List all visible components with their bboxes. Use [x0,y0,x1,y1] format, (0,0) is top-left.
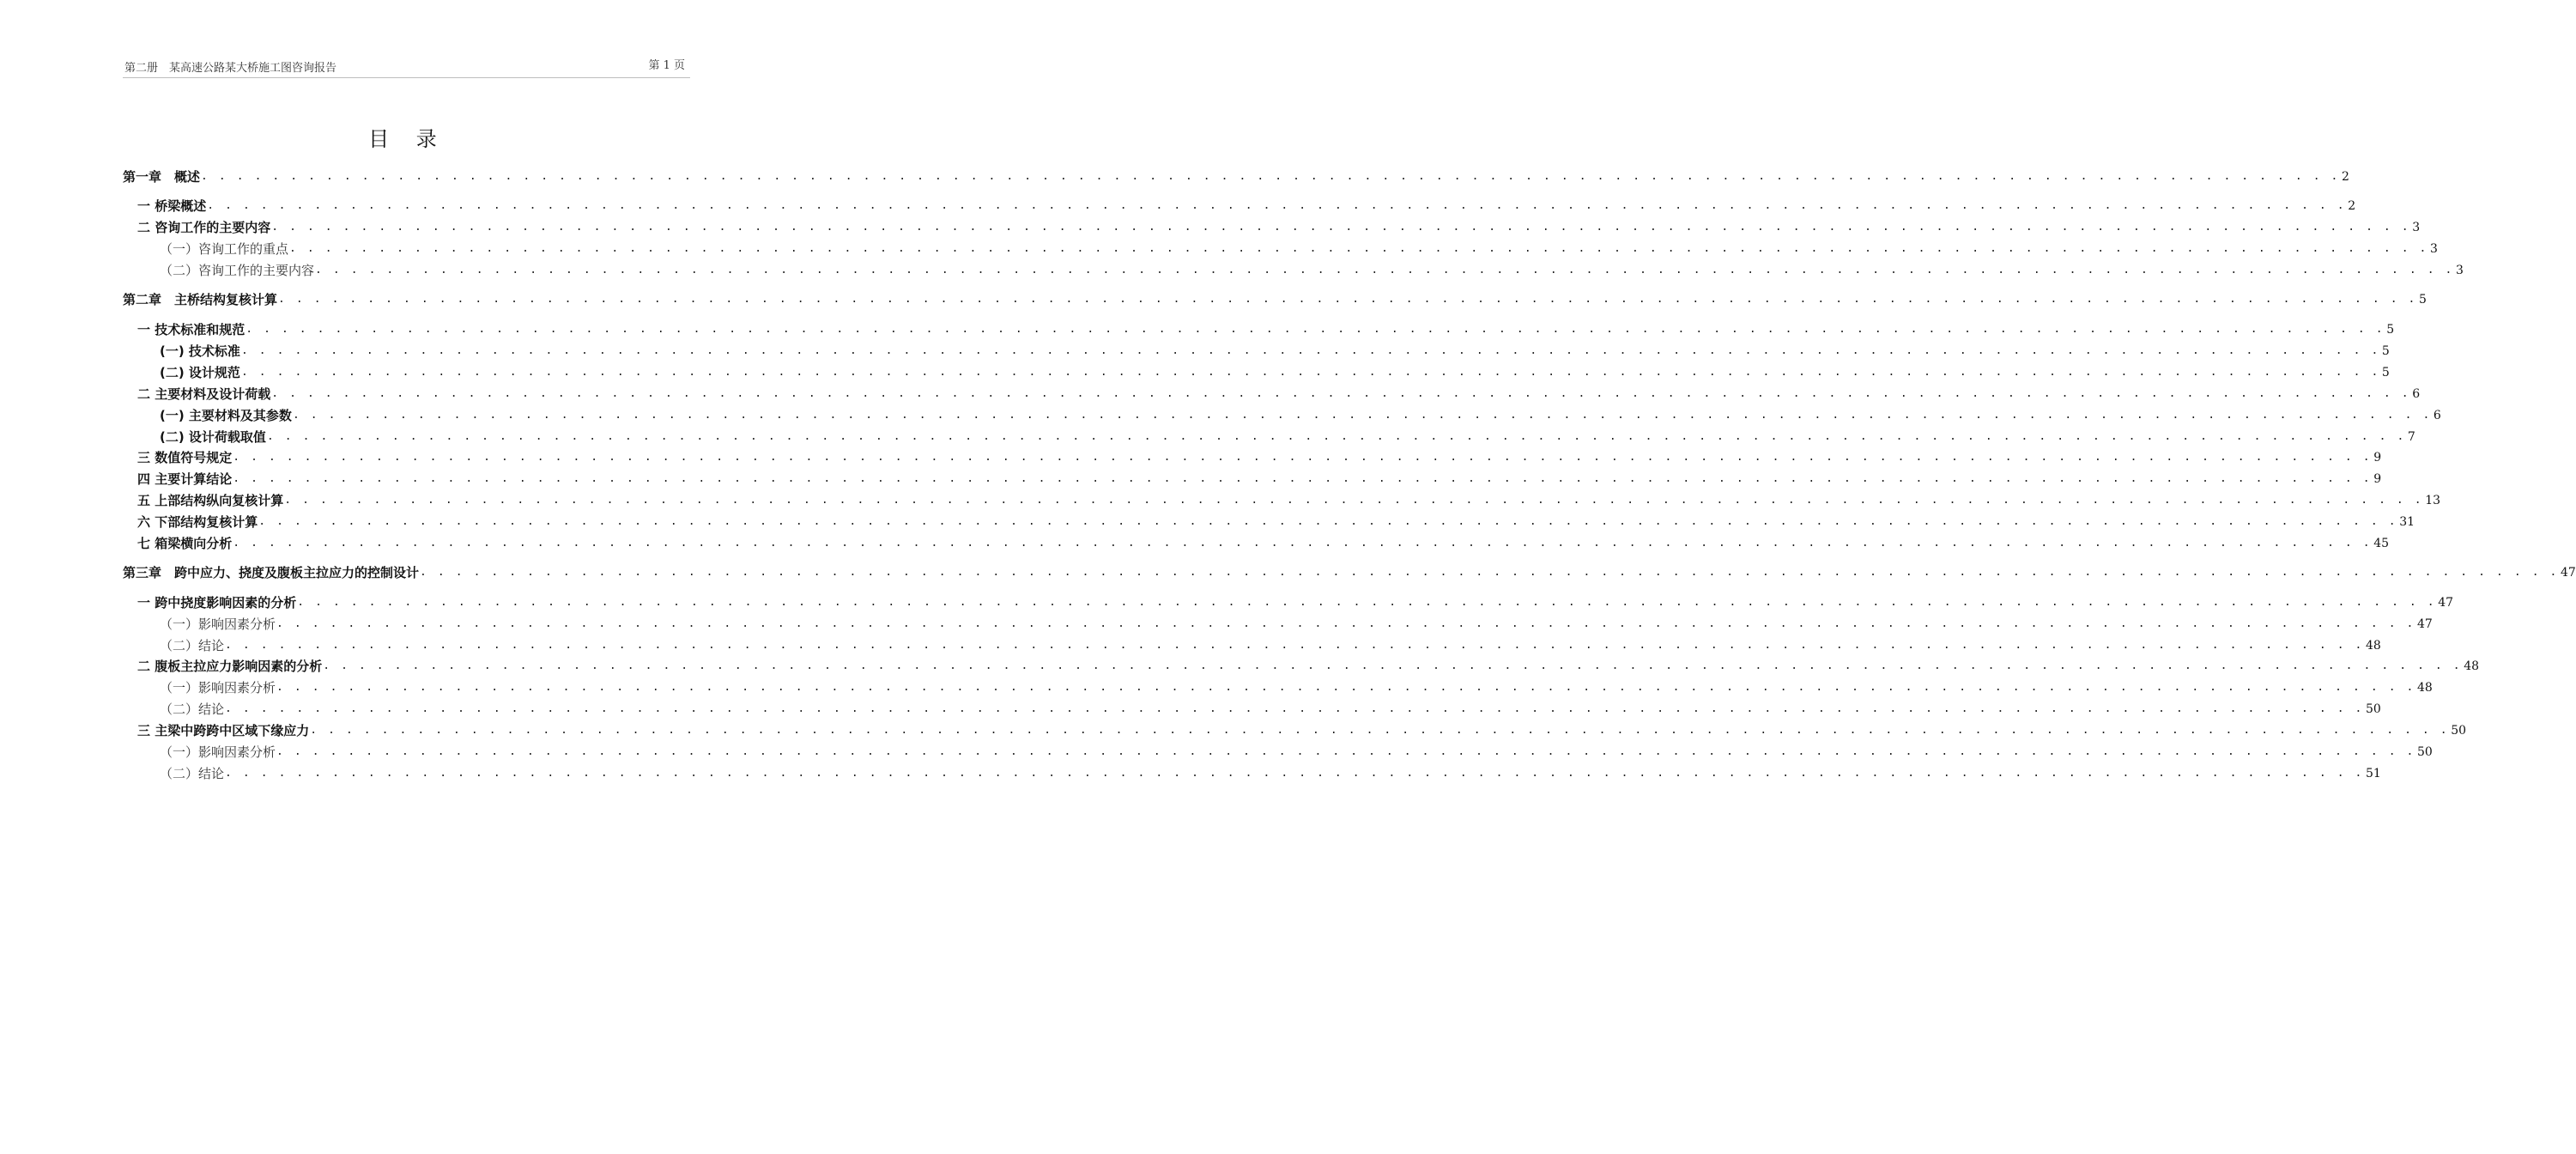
toc-entry-label: （二）咨询工作的主要内容 [160,263,315,278]
toc-entry-label: 五 上部结构纵向复核计算 [137,493,284,508]
toc-entry-page-number: 47 [2417,617,2433,631]
header-document-title: 第二册 某高速公路某大桥施工图咨询报告 [124,62,337,75]
toc-entry-label: （一）影响因素分析 [160,744,276,760]
toc-entry[interactable] [160,261,2464,280]
toc-dot-leader: . . . . . . . . . . . . . . . . . . . . . . . . . . . . . . . . . . . . . . . . . . . . . . . . . . . . . . . . . . . . . . . . . . . . . . . . . . . . . . . . . . . . . . . . . . . . . . . . . . . . . . . . . . . . . . . . . . . . . . . . [271,221,2411,234]
toc-entry-label: （二）结论 [160,702,225,717]
toc-dot-leader: . . . . . . . . . . . . . . . . . . . . . . . . . . . . . . . . . . . . . . . . . . . . . . . . . . . . . . . . . . . . . . . . . . . . . . . . . . . . . . . . . . . . . . . . . . . . . . . . . . . . . . . . . . . . . . . . . . . . . . . . [240,366,2380,379]
toc-dot-leader: . . . . . . . . . . . . . . . . . . . . . . . . . . . . . . . . . . . . . . . . . . . . . . . . . . . . . . . . . . . . . . . . . . . . . . . . . . . . . . . . . . . . . . . . . . . . . . . . . . . . . . . . . . . . . . . . . . . . . . . . [276,681,2415,694]
toc-entry[interactable] [160,764,2381,783]
toc-dot-leader: . . . . . . . . . . . . . . . . . . . . . . . . . . . . . . . . . . . . . . . . . . . . . . . . . . . . . . . . . . . . . . . . . . . . . . . . . . . . . . . . . . . . . . . . . . . . . . . . . . . . . . . . . . . . . . . . . . . . . . . . [258,515,2398,528]
toc-entry-page-number: 13 [2425,494,2441,507]
toc-entry-label: （一）影响因素分析 [160,680,276,695]
toc-entry-page-number: 2 [2342,170,2349,184]
toc-dot-leader: . . . . . . . . . . . . . . . . . . . . . . . . . . . . . . . . . . . . . . . . . . . . . . . . . . . . . . . . . . . . . . . . . . . . . . . . . . . . . . . . . . . . . . . . . . . . . . . . . . . . . . . . . . . . . . . . . . . . . . . . [233,537,2373,550]
toc-entry-page-number: 50 [2366,702,2381,716]
toc-dot-leader: . . . . . . . . . . . . . . . . . . . . . . . . . . . . . . . . . . . . . . . . . . . . . . . . . . . . . . . . . . . . . . . . . . . . . . . . . . . . . . . . . . . . . . . . . . . . . . . . . . . . . . . . . . . . . . . . . . . . . . . . [310,724,2450,737]
toc-title: 目 录 [368,127,447,151]
toc-entry-label: （一）咨询工作的重点 [160,241,289,257]
toc-dot-leader: . . . . . . . . . . . . . . . . . . . . . . . . . . . . . . . . . . . . . . . . . . . . . . . . . . . . . . . . . . . . . . . . . . . . . . . . . . . . . . . . . . . . . . . . . . . . . . . . . . . . . . . . . . . . . . . . . . . . . . . . [271,387,2411,400]
toc-entry-page-number: 5 [2419,293,2427,307]
toc-entry-label: （二）结论 [160,638,225,653]
toc-entry[interactable] [137,197,2356,216]
toc-entry[interactable] [137,448,2382,467]
toc-dot-leader: . . . . . . . . . . . . . . . . . . . . . . . . . . . . . . . . . . . . . . . . . . . . . . . . . . . . . . . . . . . . . . . . . . . . . . . . . . . . . . . . . . . . . . . . . . . . . . . . . . . . . . . . . . . . . . . . . . . . . . . . [315,264,2454,276]
toc-entry-page-number: 6 [2433,409,2441,422]
toc-entry[interactable] [137,513,2415,531]
toc-entry-label: 第一章 概述 [123,169,201,185]
toc-entry-label: (一) 主要材料及其参数 [160,408,292,423]
toc-dot-leader: . . . . . . . . . . . . . . . . . . . . . . . . . . . . . . . . . . . . . . . . . . . . . . . . . . . . . . . . . . . . . . . . . . . . . . . . . . . . . . . . . . . . . . . . . . . . . . . . . . . . . . . . . . . . . . . . . . . . . . . . [225,639,2364,652]
toc-entry[interactable] [160,678,2433,697]
toc-entry-page-number: 48 [2366,639,2381,653]
toc-entry-page-number: 47 [2561,566,2576,580]
toc-entry[interactable] [137,593,2454,612]
toc-dot-leader: . . . . . . . . . . . . . . . . . . . . . . . . . . . . . . . . . . . . . . . . . . . . . . . . . . . . . . . . . . . . . . . . . . . . . . . . . . . . . . . . . . . . . . . . . . . . . . . . . . . . . . . . . . . . . . . . . . . . . . . . [278,293,2417,306]
toc-entry-page-number: 51 [2366,767,2381,780]
toc-entry-page-number: 9 [2373,472,2382,486]
toc-entry[interactable] [160,615,2433,634]
toc-entry[interactable] [160,240,2438,258]
header-page-number: 第 1 页 [648,59,685,72]
toc-entry[interactable] [137,470,2382,489]
toc-dot-leader: . . . . . . . . . . . . . . . . . . . . . . . . . . . . . . . . . . . . . . . . . . . . . . . . . . . . . . . . . . . . . . . . . . . . . . . . . . . . . . . . . . . . . . . . . . . . . . . . . . . . . . . . . . . . . . . . . . . . . . . . [289,242,2428,255]
toc-entry-label: 四 主要计算结论 [137,471,233,487]
toc-entry-page-number: 6 [2412,387,2421,401]
toc-entry-label: 三 数值符号规定 [137,450,233,465]
toc-entry-page-number: 50 [2451,724,2467,738]
toc-entry[interactable] [160,406,2441,425]
toc-dot-leader: . . . . . . . . . . . . . . . . . . . . . . . . . . . . . . . . . . . . . . . . . . . . . . . . . . . . . . . . . . . . . . . . . . . . . . . . . . . . . . . . . . . . . . . . . . . . . . . . . . . . . . . . . . . . . . . . . . . . . . . . [297,596,2437,609]
toc-entry-label: 一 技术标准和规范 [137,322,245,337]
toc-dot-leader: . . . . . . . . . . . . . . . . . . . . . . . . . . . . . . . . . . . . . . . . . . . . . . . . . . . . . . . . . . . . . . . . . . . . . . . . . . . . . . . . . . . . . . . . . . . . . . . . . . . . . . . . . . . . . . . . . . . . . . . . [245,323,2385,336]
toc-dot-leader: . . . . . . . . . . . . . . . . . . . . . . . . . . . . . . . . . . . . . . . . . . . . . . . . . . . . . . . . . . . . . . . . . . . . . . . . . . . . . . . . . . . . . . . . . . . . . . . . . . . . . . . . . . . . . . . . . . . . . . . . [233,451,2373,464]
toc-entry-label: 一 桥梁概述 [137,198,207,214]
toc-entry[interactable] [137,534,2390,553]
toc-entry-page-number: 9 [2373,451,2382,465]
toc-dot-leader: . . . . . . . . . . . . . . . . . . . . . . . . . . . . . . . . . . . . . . . . . . . . . . . . . . . . . . . . . . . . . . . . . . . . . . . . . . . . . . . . . . . . . . . . . . . . . . . . . . . . . . . . . . . . . . . . . . . . . . . . [276,617,2415,630]
toc-entry-label: (二) 设计荷载取值 [160,429,266,445]
toc-entry-label: （一）影响因素分析 [160,616,276,632]
toc-entry[interactable] [123,563,2576,582]
toc-entry-label: (一) 技术标准 [160,343,240,359]
toc-entry-page-number: 3 [2412,221,2421,234]
toc-entry-page-number: 47 [2438,596,2454,610]
toc-entry[interactable] [123,167,2349,186]
toc-dot-leader: . . . . . . . . . . . . . . . . . . . . . . . . . . . . . . . . . . . . . . . . . . . . . . . . . . . . . . . . . . . . . . . . . . . . . . . . . . . . . . . . . . . . . . . . . . . . . . . . . . . . . . . . . . . . . . . . . . . . . . . . [201,170,2340,183]
toc-dot-leader: . . . . . . . . . . . . . . . . . . . . . . . . . . . . . . . . . . . . . . . . . . . . . . . . . . . . . . . . . . . . . . . . . . . . . . . . . . . . . . . . . . . . . . . . . . . . . . . . . . . . . . . . . . . . . . . . . . . . . . . . [225,702,2364,715]
toc-entry-page-number: 5 [2381,366,2390,380]
toc-dot-leader: . . . . . . . . . . . . . . . . . . . . . . . . . . . . . . . . . . . . . . . . . . . . . . . . . . . . . . . . . . . . . . . . . . . . . . . . . . . . . . . . . . . . . . . . . . . . . . . . . . . . . . . . . . . . . . . . . . . . . . . . [323,659,2463,672]
toc-entry-label: (二) 设计规范 [160,365,240,380]
toc-entry-label: 二 咨询工作的主要内容 [137,220,271,235]
toc-dot-leader: . . . . . . . . . . . . . . . . . . . . . . . . . . . . . . . . . . . . . . . . . . . . . . . . . . . . . . . . . . . . . . . . . . . . . . . . . . . . . . . . . . . . . . . . . . . . . . . . . . . . . . . . . . . . . . . . . . . . . . . . [276,745,2415,758]
toc-entry[interactable] [123,290,2427,309]
toc-dot-leader: . . . . . . . . . . . . . . . . . . . . . . . . . . . . . . . . . . . . . . . . . . . . . . . . . . . . . . . . . . . . . . . . . . . . . . . . . . . . . . . . . . . . . . . . . . . . . . . . . . . . . . . . . . . . . . . . . . . . . . . . [225,767,2364,780]
toc-entry[interactable] [160,342,2390,361]
toc-entry-page-number: 3 [2456,264,2464,277]
toc-entry-page-number: 31 [2399,515,2415,529]
toc-entry[interactable] [160,743,2433,762]
toc-entry-page-number: 2 [2348,199,2356,213]
toc-entry-page-number: 3 [2430,242,2438,256]
toc-dot-leader: . . . . . . . . . . . . . . . . . . . . . . . . . . . . . . . . . . . . . . . . . . . . . . . . . . . . . . . . . . . . . . . . . . . . . . . . . . . . . . . . . . . . . . . . . . . . . . . . . . . . . . . . . . . . . . . . . . . . . . . . [233,472,2373,485]
toc-entry-label: 一 跨中挠度影响因素的分析 [137,595,297,610]
toc-entry-page-number: 7 [2407,430,2415,444]
toc-entry[interactable] [137,657,2480,676]
toc-entry-page-number: 48 [2464,659,2480,673]
toc-entry[interactable] [137,320,2395,339]
toc-entry-page-number: 45 [2373,537,2390,550]
toc-entry-label: 三 主梁中跨跨中区域下缘应力 [137,723,310,738]
toc-entry[interactable] [137,218,2421,237]
toc-entry-label: 二 腹板主拉应力影响因素的分析 [137,659,323,674]
toc-entry-label: 第二章 主桥结构复核计算 [123,292,278,307]
toc-dot-leader: . . . . . . . . . . . . . . . . . . . . . . . . . . . . . . . . . . . . . . . . . . . . . . . . . . . . . . . . . . . . . . . . . . . . . . . . . . . . . . . . . . . . . . . . . . . . . . . . . . . . . . . . . . . . . . . . . . . . . . . . [292,409,2432,422]
toc-dot-leader: . . . . . . . . . . . . . . . . . . . . . . . . . . . . . . . . . . . . . . . . . . . . . . . . . . . . . . . . . . . . . . . . . . . . . . . . . . . . . . . . . . . . . . . . . . . . . . . . . . . . . . . . . . . . . . . . . . . . . . . . [420,566,2559,579]
toc-entry[interactable] [160,428,2415,446]
toc-entry[interactable] [160,636,2381,655]
toc-entry-page-number: 48 [2417,681,2433,695]
toc-entry[interactable] [137,491,2441,510]
toc-entry-page-number: 50 [2417,745,2433,759]
toc-entry-label: 二 主要材料及设计荷载 [137,386,271,402]
toc-entry-label: 七 箱梁横向分析 [137,536,233,551]
toc-entry-label: 六 下部结构复核计算 [137,514,258,530]
toc-entry[interactable] [160,700,2381,719]
toc-dot-leader: . . . . . . . . . . . . . . . . . . . . . . . . . . . . . . . . . . . . . . . . . . . . . . . . . . . . . . . . . . . . . . . . . . . . . . . . . . . . . . . . . . . . . . . . . . . . . . . . . . . . . . . . . . . . . . . . . . . . . . . . [240,344,2380,357]
toc-entry[interactable] [160,363,2390,382]
toc-entry[interactable] [137,721,2467,740]
page-header [123,55,690,78]
toc-entry-page-number: 5 [2386,323,2395,337]
toc-dot-leader: . . . . . . . . . . . . . . . . . . . . . . . . . . . . . . . . . . . . . . . . . . . . . . . . . . . . . . . . . . . . . . . . . . . . . . . . . . . . . . . . . . . . . . . . . . . . . . . . . . . . . . . . . . . . . . . . . . . . . . . . [284,494,2424,507]
toc-dot-leader: . . . . . . . . . . . . . . . . . . . . . . . . . . . . . . . . . . . . . . . . . . . . . . . . . . . . . . . . . . . . . . . . . . . . . . . . . . . . . . . . . . . . . . . . . . . . . . . . . . . . . . . . . . . . . . . . . . . . . . . . [266,430,2406,443]
toc-entry-label: （二）结论 [160,766,225,781]
toc-entry[interactable] [137,385,2421,404]
toc-dot-leader: . . . . . . . . . . . . . . . . . . . . . . . . . . . . . . . . . . . . . . . . . . . . . . . . . . . . . . . . . . . . . . . . . . . . . . . . . . . . . . . . . . . . . . . . . . . . . . . . . . . . . . . . . . . . . . . . . . . . . . . . [207,199,2347,212]
toc-entry-label: 第三章 跨中应力、挠度及腹板主拉应力的控制设计 [123,565,420,580]
toc-entry-page-number: 5 [2381,344,2390,358]
